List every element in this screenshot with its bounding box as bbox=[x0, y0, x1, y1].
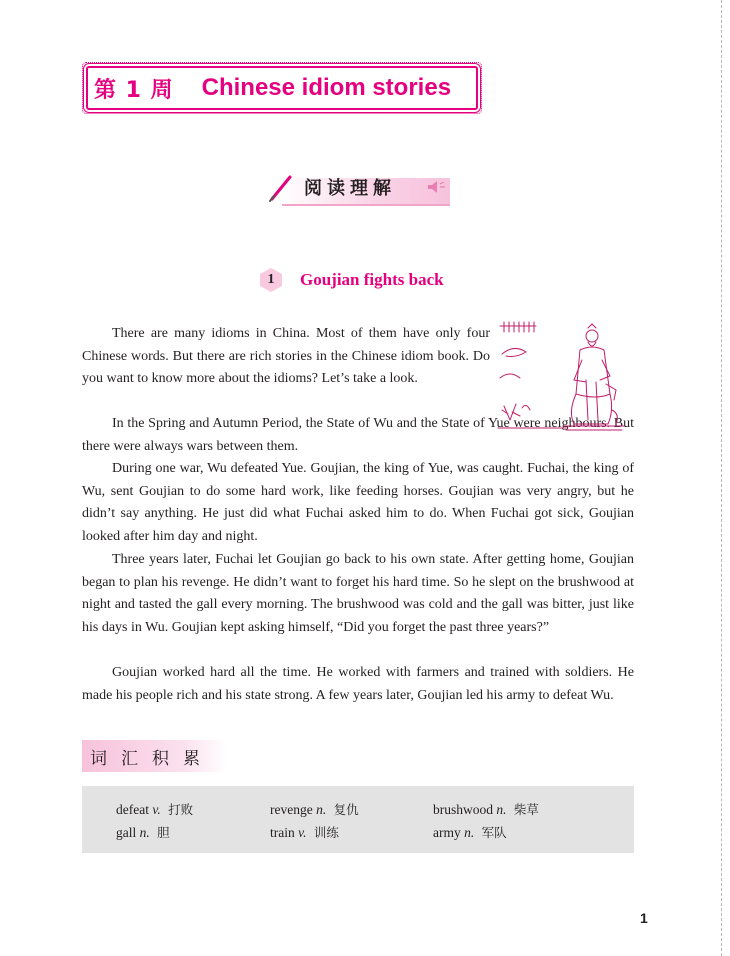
story-number: 1 bbox=[267, 272, 275, 287]
pencil-icon bbox=[268, 172, 296, 202]
story-paragraph: During one war, Wu defeated Yue. Goujian, the king of Yue, was caught. Fuchai, the king of Wu, sent Goujian to do some hard work, like feeding horses. Goujian was very angry, but he didn’t say anything. He just did what Fuchai asked him to do. When Fuchai got sick, Goujian looked after him day and night. bbox=[82, 461, 634, 544]
story-paragraph: There are many idioms in China. Most of them have only four Chinese words. But there are rich stories in the Chinese idiom book. Do you want to know more about the idioms? Let’s take a look. bbox=[82, 326, 490, 387]
hexagon-badge bbox=[258, 267, 284, 293]
vocab-pos: n. bbox=[464, 825, 475, 840]
vocab-item bbox=[270, 800, 359, 818]
vocab-meaning: 复仇 bbox=[333, 802, 359, 817]
vocab-pos: n. bbox=[139, 825, 150, 840]
vocab-pos: n. bbox=[316, 802, 327, 817]
vocab-pos: v. bbox=[152, 802, 161, 817]
vocab-meaning: 打败 bbox=[168, 802, 194, 817]
vocab-word: train bbox=[270, 825, 295, 840]
speaker-icon bbox=[426, 180, 446, 194]
unit-week-label: 第 1 周 bbox=[94, 77, 174, 103]
vocab-item bbox=[433, 823, 507, 841]
story-paragraph: Goujian worked hard all the time. He worked with farmers and trained with soldiers. He made his people rich and his state strong. A few years later, Goujian led his army to defeat Wu. bbox=[82, 665, 634, 703]
vocab-word: defeat bbox=[116, 802, 149, 817]
vocab-item bbox=[116, 800, 193, 818]
unit-title: Chinese idiom stories bbox=[201, 74, 452, 101]
story-paragraph: In the Spring and Autumn Period, the State of Wu and the State of Yue were neighbours. But there were always wars between them. bbox=[82, 416, 634, 454]
vocab-item bbox=[116, 823, 170, 841]
page-edge-guide bbox=[721, 0, 722, 956]
vocab-pos: n. bbox=[496, 802, 507, 817]
vocab-word: gall bbox=[116, 825, 137, 840]
vocab-meaning: 训练 bbox=[313, 825, 339, 840]
vocab-word: revenge bbox=[270, 802, 313, 817]
unit-banner bbox=[86, 66, 478, 110]
section-title: 阅读理解 bbox=[304, 178, 396, 199]
vocab-meaning: 柴草 bbox=[513, 802, 539, 817]
vocab-meaning: 军队 bbox=[481, 825, 507, 840]
story-heading bbox=[258, 266, 444, 294]
vocab-title: 词汇积累 bbox=[90, 748, 214, 769]
story-paragraph: Three years later, Fuchai let Goujian go back to his own state. After getting home, Goujian began to plan his revenge. He didn’t want to forget his hard time. So he slept on the brushwood at night and tasted the gall every morning. The brushwood was cold and the gall was bitter, just like his days in Wu. Goujian kept asking himself, “Did you forget the past three years?” bbox=[82, 552, 634, 635]
vocab-word: brushwood bbox=[433, 802, 493, 817]
vocab-pos: v. bbox=[298, 825, 307, 840]
goujian-illustration bbox=[496, 320, 630, 436]
story-title: Goujian fights back bbox=[300, 270, 444, 289]
vocab-item bbox=[433, 800, 539, 818]
vocab-item bbox=[270, 823, 339, 841]
section-header bbox=[266, 170, 450, 204]
vocab-box bbox=[82, 786, 634, 853]
vocab-header bbox=[82, 740, 228, 772]
page-number: 1 bbox=[640, 910, 648, 926]
vocab-word: army bbox=[433, 825, 461, 840]
vocab-meaning: 胆 bbox=[157, 825, 170, 840]
